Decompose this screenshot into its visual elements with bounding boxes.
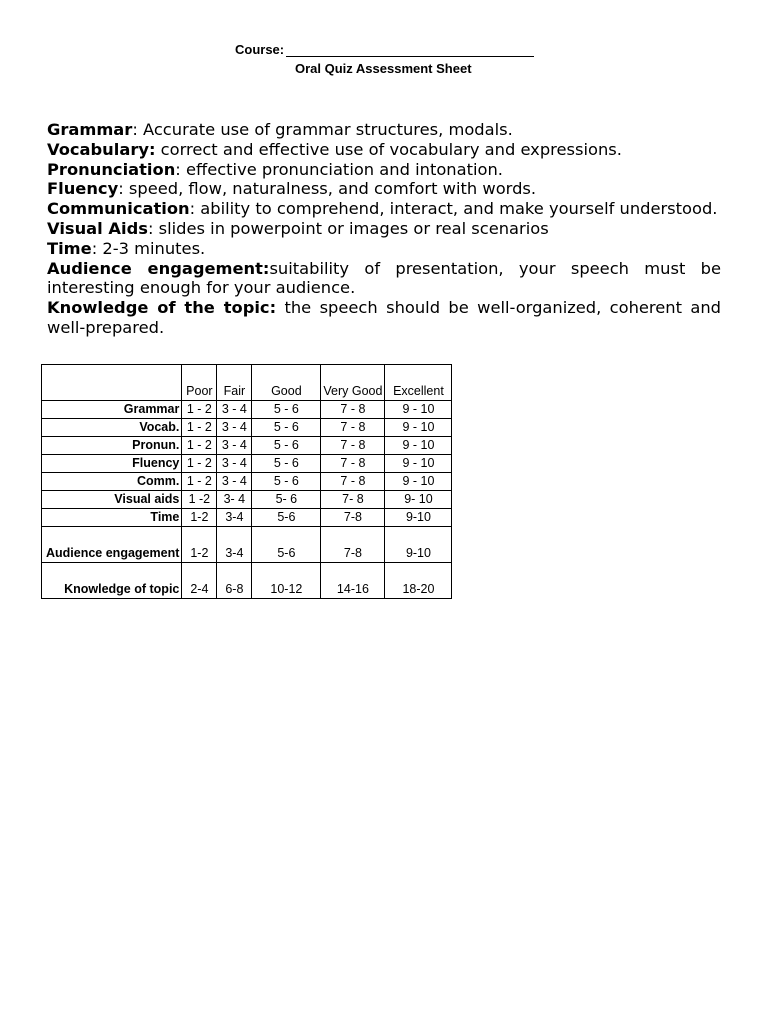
rubric-score-cell: 1 - 2 [182,455,217,473]
course-label: Course: [235,42,285,57]
rubric-score-cell: 5- 6 [252,491,321,509]
criterion-sep: : [91,238,98,258]
rubric-score-cell: 9 - 10 [385,401,452,419]
rubric-score-cell: 7 - 8 [321,419,385,437]
criterion-pronunciation [47,160,721,180]
rubric-col-header: Very Good [321,365,385,401]
criterion-desc: correct and effective use of vocabulary and expressions. [155,139,622,159]
sheet-title: Oral Quiz Assessment Sheet [295,61,472,76]
criterion-term: Fluency [47,179,119,199]
rubric-row-label: Time [42,509,182,527]
rubric-score-cell: 10-12 [252,563,321,599]
rubric-score-cell: 14-16 [321,563,385,599]
rubric-row-label: Pronun. [42,437,182,455]
rubric-score-cell: 3 - 4 [217,437,252,455]
criterion-term: Grammar [47,120,133,139]
rubric-score-cell: 5 - 6 [252,419,321,437]
rubric-score-cell: 1-2 [182,527,217,563]
criterion-term: Vocabulary: [47,139,156,159]
criterion-fluency [47,179,721,199]
rubric-score-cell: 1 - 2 [182,401,217,419]
rubric-header-row [42,365,452,401]
criterion-sep: : [132,120,138,139]
rubric-score-cell: 5 - 6 [252,401,321,419]
table-row [42,527,452,563]
rubric-score-cell: 1 -2 [182,491,217,509]
rubric-score-cell: 9-10 [385,509,452,527]
rubric-score-cell: 5 - 6 [252,473,321,491]
rubric-score-cell: 9-10 [385,527,452,563]
rubric-score-cell: 3 - 4 [217,473,252,491]
criterion-time [47,239,721,259]
criterion-desc: Accurate use of grammar structures, modals. [137,120,513,139]
rubric-score-cell: 1 - 2 [182,437,217,455]
criterion-term: Communication [47,199,190,219]
criterion-term: Audience engagement: [47,258,270,278]
rubric-score-cell: 7 - 8 [321,401,385,419]
table-row [42,401,452,419]
criterion-vocabulary [47,140,721,160]
rubric-score-cell: 7 - 8 [321,473,385,491]
criterion-desc: 2-3 minutes. [97,238,206,258]
rubric-score-cell: 5 - 6 [252,455,321,473]
rubric-score-cell: 9 - 10 [385,437,452,455]
criterion-desc: suitability of presentation, your speech must be interesting enough for your audience. [47,258,721,298]
rubric-score-cell: 2-4 [182,563,217,599]
rubric-score-cell: 7 - 8 [321,455,385,473]
rubric-score-cell: 3 - 4 [217,419,252,437]
course-blank-line [286,42,534,57]
criterion-audience-engagement [47,259,721,299]
criteria-list [47,120,721,338]
rubric-row-label: Fluency [42,455,182,473]
rubric-table [41,364,452,599]
rubric-score-cell: 9 - 10 [385,473,452,491]
rubric-score-cell: 7-8 [321,509,385,527]
rubric-score-cell: 3 - 4 [217,455,252,473]
criterion-desc: slides in powerpoint or images or real scenarios [153,218,549,238]
rubric-score-cell: 9- 10 [385,491,452,509]
rubric-score-cell: 5 - 6 [252,437,321,455]
rubric-score-cell: 1 - 2 [182,419,217,437]
rubric-score-cell: 3 - 4 [217,401,252,419]
criterion-knowledge [47,298,721,338]
criterion-sep: : [118,179,124,199]
table-row [42,491,452,509]
table-row [42,437,452,455]
criterion-sep: : [147,218,154,238]
rubric-score-cell: 5-6 [252,509,321,527]
rubric-score-cell: 3- 4 [217,491,252,509]
rubric-score-cell: 7- 8 [321,491,385,509]
rubric-score-cell: 3-4 [217,509,252,527]
criterion-sep: : [175,159,181,179]
rubric-row-label: Vocab. [42,419,182,437]
criterion-term: Visual Aids [47,218,148,238]
rubric-score-cell: 6-8 [217,563,252,599]
table-row [42,473,452,491]
rubric-score-cell: 9 - 10 [385,419,452,437]
rubric-row-label: Comm. [42,473,182,491]
table-row [42,455,452,473]
table-row [42,419,452,437]
criterion-term: Pronunciation [47,159,176,179]
table-row [42,563,452,599]
rubric-col-header: Good [252,365,321,401]
rubric-score-cell: 1 - 2 [182,473,217,491]
criterion-term: Knowledge of the topic: [47,298,277,318]
rubric-row-label: Audience engagement [42,527,182,563]
course-line [235,42,534,57]
rubric-row-label: Grammar [42,401,182,419]
criterion-sep: : [189,199,196,219]
rubric-col-header: Poor [182,365,217,401]
rubric-score-cell: 7-8 [321,527,385,563]
criterion-grammar [47,120,721,140]
rubric-score-cell: 1-2 [182,509,217,527]
rubric-score-cell: 7 - 8 [321,437,385,455]
rubric-score-cell: 3-4 [217,527,252,563]
rubric-score-cell: 5-6 [252,527,321,563]
criterion-term: Time [47,238,92,258]
criterion-desc: ability to comprehend, interact, and make yourself understood. [195,199,718,219]
table-row [42,509,452,527]
criterion-visual-aids [47,219,721,239]
criterion-desc: speed, flow, naturalness, and comfort with words. [123,179,537,199]
rubric-col-header: Fair [217,365,252,401]
rubric-row-label: Visual aids [42,491,182,509]
rubric-row-label: Knowledge of topic [42,563,182,599]
rubric-corner-cell [42,365,182,401]
criterion-desc: effective pronunciation and intonation. [180,159,503,179]
criterion-desc: the speech should be well-organized, coherent and well-prepared. [47,298,721,337]
rubric-col-header: Excellent [385,365,452,401]
criterion-communication [47,199,721,219]
rubric-score-cell: 9 - 10 [385,455,452,473]
rubric-score-cell: 18-20 [385,563,452,599]
